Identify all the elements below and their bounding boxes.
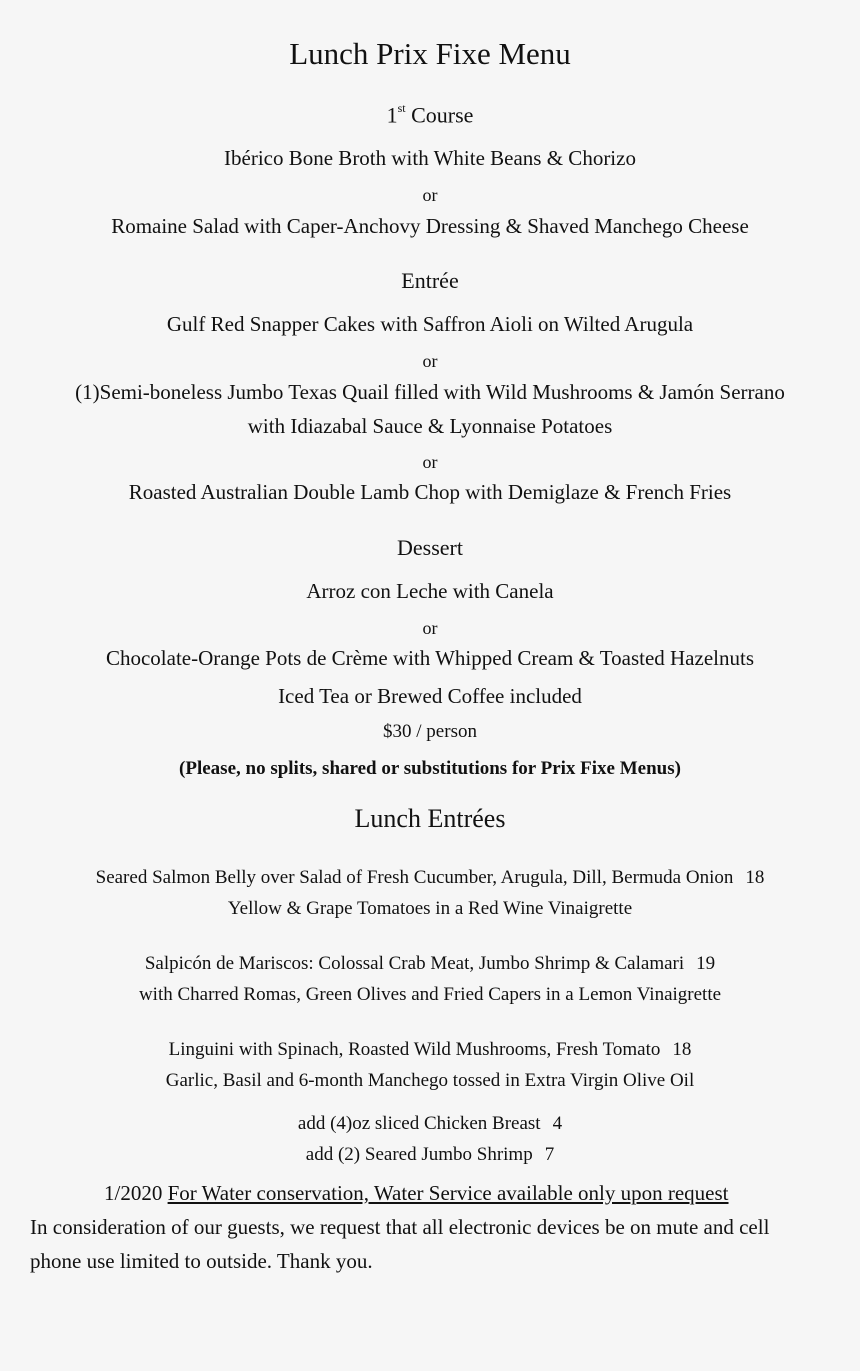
course-1-option-1: Ibérico Bone Broth with White Beans & Chorizo [224,146,636,170]
lunch-entrees-heading: Lunch Entrées [354,804,506,833]
entree-option-1: Gulf Red Snapper Cakes with Saffron Aioli on Wilted Arugula [166,312,694,336]
page-title: Lunch Prix Fixe Menu [289,36,571,71]
course-1-or: or [422,185,438,205]
lunch-entree-1-line-2: Yellow & Grape Tomatoes in a Red Wine Vinaigrette [227,898,633,919]
course-1-number: 1 [386,102,398,128]
courtesy-line-1: In consideration of our guests, we request that all electronic devices be on mute and cell [30,1215,770,1239]
lunch-entree-2-line-1 [0,954,860,973]
lunch-entree-3-line-2: Garlic, Basil and 6-month Manchego tossed in Extra Virgin Olive Oil [165,1070,695,1091]
course-1-superscript: st [397,101,406,115]
entree-option-2-line-1: (1)Semi-boneless Jumbo Texas Quail filled with Wild Mushrooms & Jamón Serrano [75,380,785,404]
prix-fixe-price: $30 / person [383,721,477,742]
dessert-option-1: Arroz con Leche with Canela [306,579,554,603]
entree-option-3: Roasted Australian Double Lamb Chop with Demiglaze & French Fries [128,480,732,504]
dessert-heading: Dessert [397,535,463,560]
lunch-entree-1-price: 18 [745,867,765,888]
addon-2 [0,1145,860,1164]
course-1-heading [0,101,860,128]
lunch-entree-1-description: Seared Salmon Belly over Salad of Fresh Cucumber, Arugula, Dill, Bermuda Onion [95,867,734,888]
water-service-notice [104,1183,804,1204]
lunch-entree-1-line-1 [0,868,860,887]
lunch-entree-2-description: Salpicón de Mariscos: Colossal Crab Meat, Jumbo Shrimp & Calamari [144,953,685,974]
notice-date: 1/2020 [104,1181,163,1205]
entree-option-2-line-2: with Idiazabal Sauce & Lyonnaise Potatoes [247,414,613,438]
dessert-or: or [422,618,438,638]
beverage-note: Iced Tea or Brewed Coffee included [278,684,582,708]
entree-heading: Entrée [401,268,459,293]
course-1-option-2: Romaine Salad with Caper-Anchovy Dressing & Shaved Manchego Cheese [111,214,749,238]
prix-fixe-policy-note: (Please, no splits, shared or substitutions for Prix Fixe Menus) [179,758,681,779]
entree-or-2: or [422,452,438,472]
lunch-entree-2-price: 19 [696,953,716,974]
addon-1 [0,1114,860,1133]
lunch-entree-2-line-2: with Charred Romas, Green Olives and Fried Capers in a Lemon Vinaigrette [138,984,722,1005]
lunch-entree-3-price: 18 [672,1039,692,1060]
addon-1-label: add (4)oz sliced Chicken Breast [297,1113,541,1134]
lunch-entree-3-description: Linguini with Spinach, Roasted Wild Mushrooms, Fresh Tomato [168,1039,661,1060]
water-conservation-text: For Water conservation, Water Service available only upon request [167,1181,729,1205]
addon-2-label: add (2) Seared Jumbo Shrimp [305,1144,533,1165]
dessert-option-2: Chocolate-Orange Pots de Crème with Whipped Cream & Toasted Hazelnuts [105,646,754,670]
course-1-label: Course [411,102,474,128]
lunch-entree-3-line-1 [0,1040,860,1059]
courtesy-line-2: phone use limited to outside. Thank you. [30,1249,373,1273]
entree-or-1: or [422,351,438,371]
addon-2-price: 7 [544,1144,555,1165]
addon-1-price: 4 [552,1113,563,1134]
